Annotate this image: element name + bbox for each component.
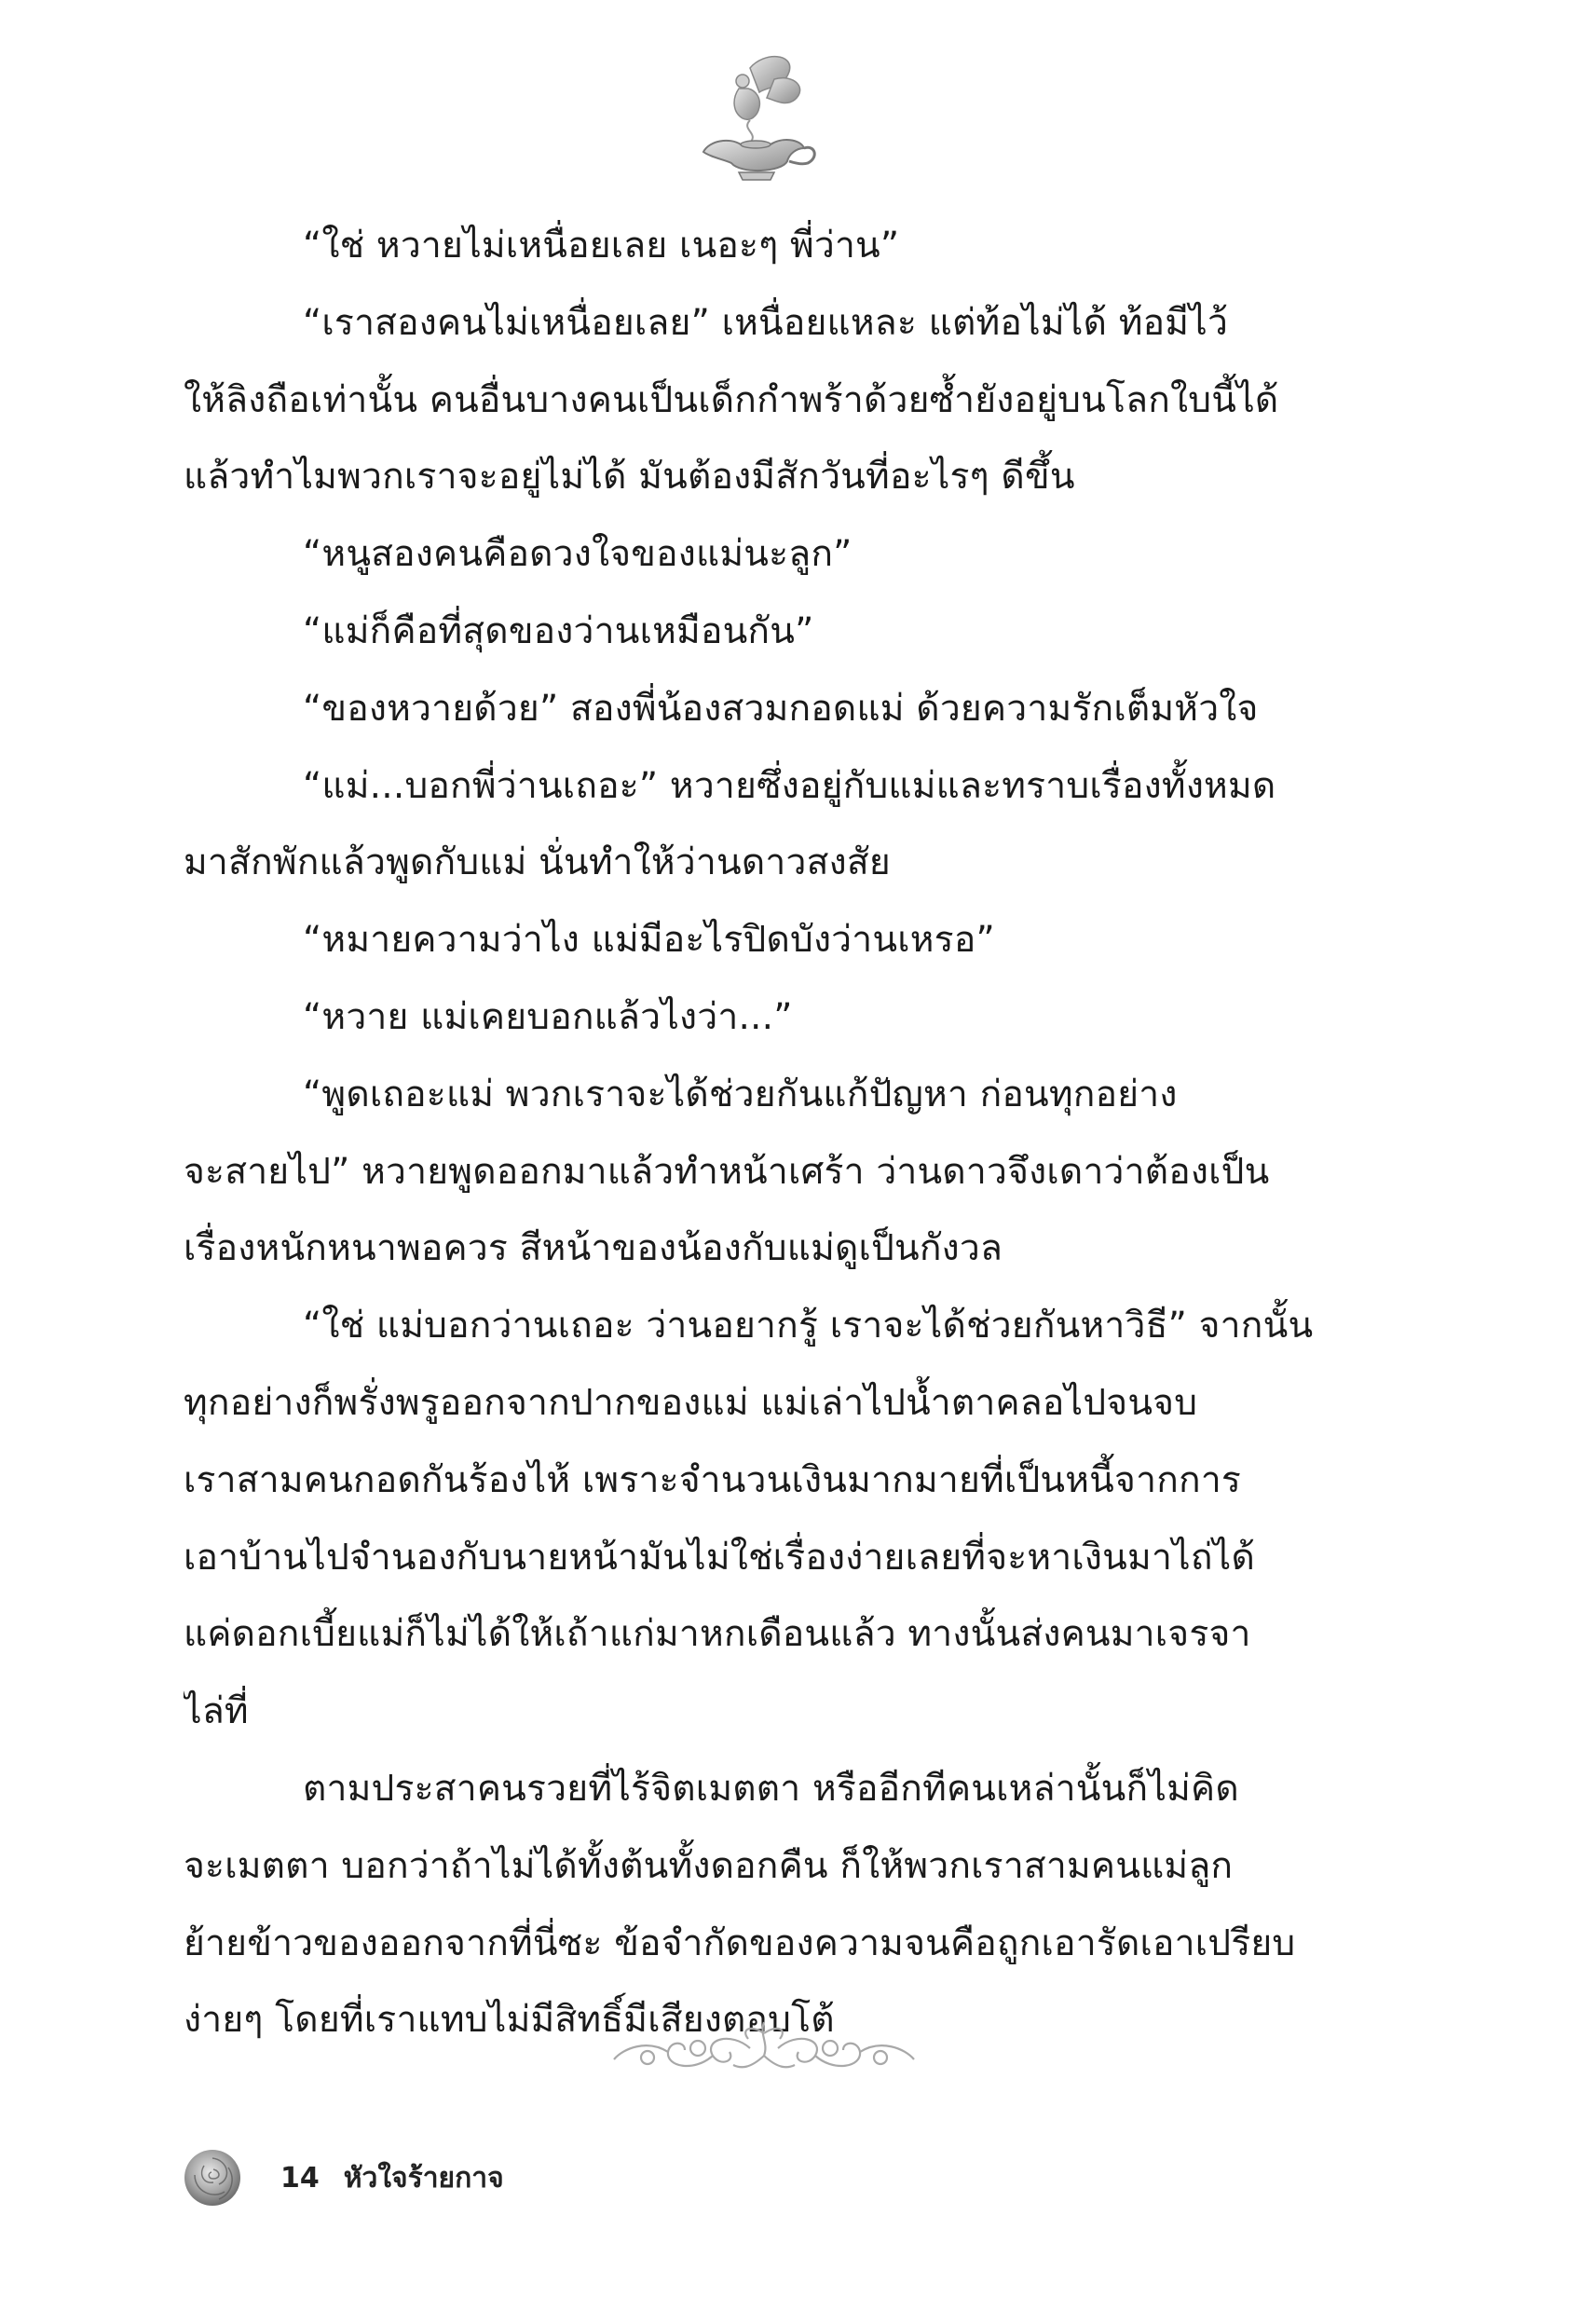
text-line: แค่ดอกเบี้ยแม่ก็ไม่ได้ให้เถ้าแก่มาหกเดือนแล้ว ทางนั้นส่งคนมาเจรจา [184,1613,1251,1656]
book-title: หัวใจร้ายกาจ [343,2161,504,2195]
text-line: เรื่องหนักหนาพอควร สีหน้าของน้องกับแม่ดูเป็นกังวล [184,1227,1003,1270]
text-line: “หนูสองคนคือดวงใจของแม่นะลูก” [303,533,853,576]
page-number: 14 [280,2161,320,2195]
floral-divider-icon [610,2011,918,2085]
text-line: ทุกอย่างก็พรั่งพรูออกจากปากของแม่ แม่เล่าไปน้ำตาคลอไปจนจบ [184,1381,1198,1424]
text-line: ย้ายข้าวของออกจากที่นี่ซะ ข้อจำกัดของความจนคือถูกเอารัดเอาเปรียบ [184,1921,1296,1964]
text-line: ให้ลิงถือเท่านั้น คนอื่นบางคนเป็นเด็กกำพร้าด้วยซ้ำยังอยู่บนโลกใบนี้ได้ [184,378,1279,421]
text-line: “ของหวายด้วย” สองพี่น้องสวมกอดแม่ ด้วยความรักเต็มหัวใจ [303,687,1259,730]
text-line: “พูดเถอะแม่ พวกเราจะได้ช่วยกันแก้ปัญหา ก่อนทุกอย่าง [303,1073,1178,1115]
text-line: ไล่ที่ [184,1690,249,1733]
text-line: แล้วทำไมพวกเราจะอยู่ไม่ได้ มันต้องมีสักวันที่อะไรๆ ดีขึ้น [184,456,1075,499]
page-footer [182,2145,504,2210]
text-line: มาสักพักแล้วพูดกับแม่ นั่นทำให้ว่านดาวสงสัย [184,841,891,884]
text-line: เอาบ้านไปจำนองกับนายหน้ามันไม่ใช่เรื่องง่ายเลยที่จะหาเงินมาไถ่ได้ [184,1536,1256,1579]
text-line: “หวาย แม่เคยบอกแล้วไงว่า...” [303,995,793,1038]
body-text [184,208,1328,2059]
text-line: เราสามคนกอดกันร้องไห้ เพราะจำนวนเงินมากมายที่เป็นหนี้จากการ [184,1458,1242,1501]
text-line: จะสายไป” หวายพูดออกมาแล้วทำหน้าเศร้า ว่านดาวจึงเดาว่าต้องเป็น [184,1150,1270,1193]
text-line: “หมายความว่าไง แม่มีอะไรปิดบังว่านเหรอ” [303,919,995,962]
fairy-lamp-ornament-icon [685,51,825,191]
text-line: “แม่...บอกพี่ว่านเถอะ” หวายซึ่งอยู่กับแม่และทราบเรื่องทั้งหมด [303,764,1276,807]
text-line: “ใช่ แม่บอกว่านเถอะ ว่านอยากรู้ เราจะได้ช่วยกันหาวิธี” จากนั้น [303,1305,1314,1347]
text-line: ตามประสาคนรวยที่ไร้จิตเมตตา หรืออีกทีคนเหล่านั้นก็ไม่คิด [303,1767,1239,1810]
text-line: “ใช่ หวายไม่เหนื่อยเลย เนอะๆ พี่ว่าน” [303,225,900,267]
text-line: จะเมตตา บอกว่าถ้าไม่ได้ทั้งต้นทั้งดอกคืน ก็ให้พวกเราสามคนแม่ลูก [184,1844,1234,1887]
rose-icon [182,2147,243,2208]
text-line: “เราสองคนไม่เหนื่อยเลย” เหนื่อยแหละ แต่ท้อไม่ได้ ท้อมีไว้ [303,301,1229,344]
text-line: “แม่ก็คือที่สุดของว่านเหมือนกัน” [303,609,814,652]
text-line: ง่ายๆ โดยที่เราแทบไม่มีสิทธิ์มีเสียงตอบโต้ [184,1999,835,2042]
